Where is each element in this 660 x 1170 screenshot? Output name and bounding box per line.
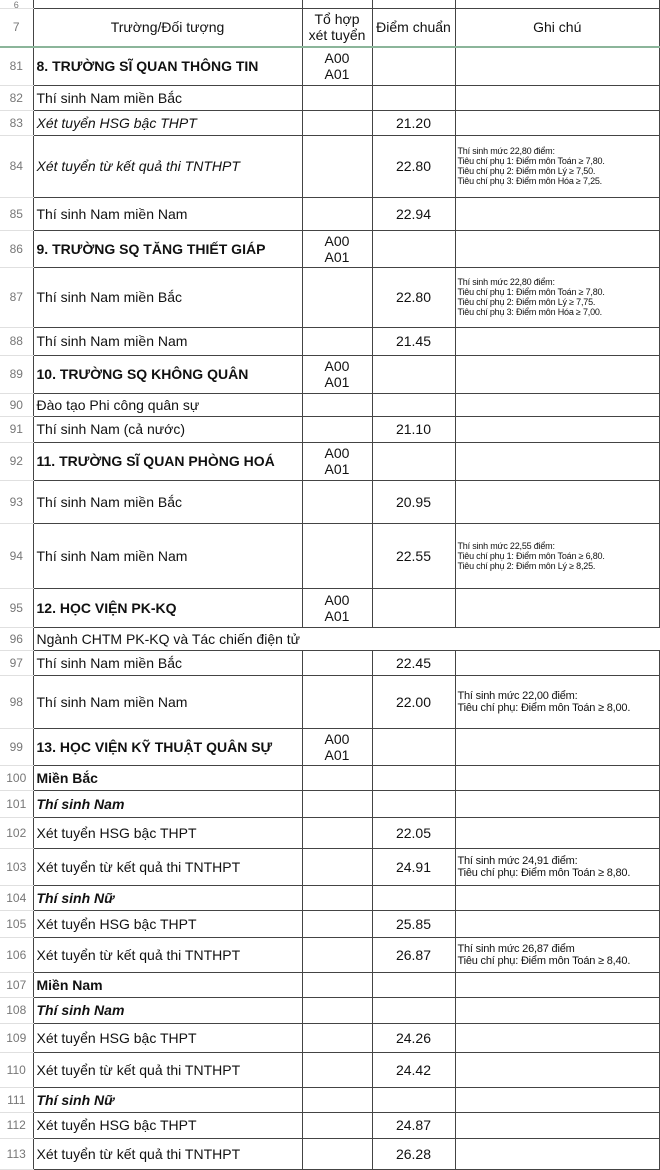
combo-cell[interactable] [302,910,372,937]
combo-cell[interactable] [302,790,372,817]
row-number[interactable]: 101 [0,790,33,817]
table-row [0,765,660,790]
row-number[interactable]: 106 [0,937,33,972]
school-cell[interactable]: Thí sinh Nam miền Nam [33,523,302,588]
note-cell[interactable] [455,135,660,197]
note-cell[interactable] [455,675,660,728]
school-cell[interactable]: 11. TRƯỜNG SĨ QUAN PHÒNG HOÁ [33,442,302,480]
row-number[interactable]: 90 [0,393,33,416]
school-cell[interactable]: Xét tuyển HSG bậc THPT [33,1023,302,1052]
note-line: Thí sinh mức 24,91 điểm: [457,854,578,867]
table-row [0,848,660,885]
score-cell[interactable]: 24.91 [372,848,455,885]
row-number[interactable]: 113 [0,1138,33,1169]
table-row [0,197,660,230]
table-row [0,1087,660,1112]
combo-cell[interactable] [302,997,372,1023]
combo-cell[interactable] [302,1138,372,1169]
school-cell[interactable]: Thí sinh Nam miền Bắc [33,650,302,675]
note-cell[interactable] [455,728,660,765]
row-number[interactable]: 107 [0,972,33,997]
combo-code: A01 [324,374,350,390]
combo-code: A00 [324,358,350,374]
header-school[interactable]: Trường/Đối tượng [33,8,302,47]
note-cell[interactable] [455,937,660,972]
note-line: Thí sinh mức 26,87 điểm [457,942,575,955]
combo-cell[interactable] [302,728,372,765]
row-number[interactable]: 84 [0,135,33,197]
row-number[interactable]: 102 [0,817,33,848]
combo-cell[interactable] [302,327,372,355]
row-number[interactable]: 91 [0,416,33,442]
note-cell[interactable] [455,765,660,790]
note-cell[interactable] [455,327,660,355]
combo-code: A00 [324,232,350,249]
score-cell[interactable]: 20.95 [372,480,455,523]
cell[interactable] [372,0,455,8]
row-number[interactable]: 112 [0,1112,33,1138]
note-cell[interactable] [455,910,660,937]
school-cell[interactable]: Ngành CHTM PK-KQ và Tác chiến điện tử [33,627,660,650]
combo-cell[interactable] [302,355,372,393]
school-cell[interactable]: Thí sinh Nam miền Nam [33,197,302,230]
combo-cell[interactable] [302,650,372,675]
table-row [0,675,660,728]
table-body [0,47,660,1169]
note-line: Thí sinh mức 22,00 điểm: [457,689,578,702]
note-cell[interactable] [455,650,660,675]
note-cell[interactable] [455,885,660,910]
row-number[interactable]: 6 [0,0,33,8]
combo-code: A00 [324,445,350,461]
note-cell[interactable] [455,848,660,885]
score-cell[interactable]: 21.45 [372,327,455,355]
table-row [0,523,660,588]
combo-cell[interactable] [302,1087,372,1112]
note-line: Tiêu chí phụ: Điểm môn Toán ≥ 8,40. [457,954,631,967]
table-row [0,230,660,267]
score-cell[interactable]: 22.05 [372,817,455,848]
score-cell[interactable]: 24.42 [372,1052,455,1087]
row-number[interactable]: 104 [0,885,33,910]
table-row [0,1023,660,1052]
header-note[interactable]: Ghi chú [455,8,660,47]
table-row [0,1138,660,1169]
school-cell[interactable]: Thí sinh Nữ [33,885,302,910]
row-number[interactable]: 109 [0,1023,33,1052]
combo-cell[interactable] [302,47,372,85]
score-cell[interactable] [372,47,455,85]
school-cell[interactable]: 8. TRƯỜNG SĨ QUAN THÔNG TIN [33,47,302,85]
table-row [0,997,660,1023]
school-cell[interactable]: Xét tuyển từ kết quả thi TNTHPT [33,1138,302,1169]
row-number[interactable]: 103 [0,848,33,885]
table-row [0,416,660,442]
school-cell[interactable]: Thí sinh Nam (cả nước) [33,416,302,442]
note-cell[interactable] [455,416,660,442]
score-cell[interactable]: 26.28 [372,1138,455,1169]
combo-cell[interactable] [302,675,372,728]
row-number[interactable]: 86 [0,230,33,267]
score-cell[interactable] [372,355,455,393]
row-number[interactable]: 97 [0,650,33,675]
combo-cell[interactable] [302,937,372,972]
note-cell[interactable] [455,1087,660,1112]
note-cell[interactable] [455,972,660,997]
row-number[interactable]: 87 [0,267,33,327]
school-cell[interactable]: Xét tuyển HSG bậc THPT [33,910,302,937]
note-cell[interactable] [455,1138,660,1169]
note-line: Tiêu chí phụ: Điểm môn Toán ≥ 8,00. [457,701,631,714]
row-number[interactable]: 7 [0,8,33,47]
combo-cell[interactable] [302,972,372,997]
note-cell[interactable] [455,355,660,393]
note-cell[interactable] [455,790,660,817]
note-cell[interactable] [455,1112,660,1138]
note-cell[interactable] [455,1023,660,1052]
header-score[interactable]: Điểm chuẩn [372,8,455,47]
row-number[interactable]: 81 [0,47,33,85]
table-row [0,627,660,650]
table-row [0,480,660,523]
table-row [0,650,660,675]
score-cell[interactable]: 22.94 [372,197,455,230]
row-number[interactable]: 110 [0,1052,33,1087]
row-number[interactable]: 98 [0,675,33,728]
score-cell[interactable] [372,393,455,416]
row-number[interactable]: 108 [0,997,33,1023]
note-line: Tiêu chí phụ: Điểm môn Toán ≥ 8,80. [457,866,631,879]
school-cell[interactable]: Thí sinh Nam miền Nam [33,675,302,728]
school-cell[interactable]: Xét tuyển từ kết quả thi TNTHPT [33,135,302,197]
table-row [0,267,660,327]
combo-cell[interactable] [302,442,372,480]
table-row [0,110,660,135]
school-cell[interactable]: Xét tuyển từ kết quả thi TNTHPT [33,848,302,885]
score-cell[interactable]: 21.10 [372,416,455,442]
table-row [0,1052,660,1087]
combo-code: A01 [324,248,350,265]
row-number[interactable]: 100 [0,765,33,790]
row-number[interactable]: 96 [0,627,33,650]
combo-cell[interactable] [302,1112,372,1138]
header-combo-line1: Tổ hợp [314,11,360,28]
note-cell[interactable] [455,817,660,848]
note-cell[interactable] [455,480,660,523]
note-line: Tiêu chí phụ 2: Điểm môn Lý ≥ 8,25. [457,560,596,571]
note-line: Tiêu chí phụ 1: Điểm môn Toán ≥ 6,80. [457,550,605,561]
score-cell[interactable] [372,728,455,765]
school-cell[interactable]: Miền Bắc [33,765,302,790]
score-cell[interactable] [372,230,455,267]
row-number[interactable]: 95 [0,588,33,627]
table-row [0,47,660,85]
score-cell[interactable]: 22.55 [372,523,455,588]
score-cell[interactable]: 22.80 [372,267,455,327]
table-row [0,1112,660,1138]
row-number[interactable]: 105 [0,910,33,937]
score-cell[interactable] [372,997,455,1023]
table-row [0,135,660,197]
score-cell[interactable]: 21.20 [372,110,455,135]
note-cell[interactable] [455,267,660,327]
school-cell[interactable]: 9. TRƯỜNG SQ TĂNG THIẾT GIÁP [33,230,302,267]
note-cell[interactable] [455,47,660,85]
score-cell[interactable] [372,588,455,627]
school-cell[interactable]: Xét tuyển từ kết quả thi TNTHPT [33,937,302,972]
school-cell[interactable]: 10. TRƯỜNG SQ KHÔNG QUÂN [33,355,302,393]
note-cell[interactable] [455,588,660,627]
table-row [0,937,660,972]
header-row [0,8,660,47]
row-number[interactable]: 111 [0,1087,33,1112]
note-cell[interactable] [455,85,660,110]
table-row [0,588,660,627]
table-row [0,442,660,480]
combo-cell[interactable] [302,230,372,267]
school-cell[interactable]: 13. HỌC VIỆN KỸ THUẬT QUÂN SỰ [33,728,302,765]
combo-cell[interactable] [302,110,372,135]
combo-cell[interactable] [302,523,372,588]
note-line: Tiêu chí phụ 2: Điểm môn Lý ≥ 7,50. [457,166,596,176]
combo-cell[interactable] [302,416,372,442]
combo-cell[interactable] [302,85,372,110]
school-cell[interactable]: Thí sinh Nam [33,997,302,1023]
score-cell[interactable]: 25.85 [372,910,455,937]
score-cell[interactable]: 22.00 [372,675,455,728]
table-row [0,355,660,393]
row-number[interactable]: 99 [0,728,33,765]
note-cell[interactable] [455,230,660,267]
table-row [0,790,660,817]
table-row [0,910,660,937]
table-row [0,885,660,910]
header-combo-line2: xét tuyển [308,27,366,44]
school-cell[interactable]: Thí sinh Nam miền Bắc [33,480,302,523]
note-line: Tiêu chí phụ 3: Điểm môn Hóa ≥ 7,25. [457,176,602,186]
school-cell[interactable]: Thí sinh Nữ [33,1087,302,1112]
combo-code: A00 [324,591,350,608]
score-cell[interactable] [372,790,455,817]
note-cell[interactable] [455,197,660,230]
school-cell[interactable]: 12. HỌC VIỆN PK-KQ [33,588,302,627]
note-line: Tiêu chí phụ 2: Điểm môn Lý ≥ 7,75. [457,297,596,307]
score-cell[interactable]: 24.87 [372,1112,455,1138]
table-row [0,393,660,416]
school-cell[interactable]: Thí sinh Nam [33,790,302,817]
row-6-partial [0,0,660,8]
note-line: Thí sinh mức 22,80 điểm: [457,277,555,287]
combo-cell[interactable] [302,817,372,848]
header-combo[interactable] [302,8,372,47]
note-cell[interactable] [455,442,660,480]
combo-cell[interactable] [302,1023,372,1052]
school-cell[interactable]: Thí sinh Nam miền Bắc [33,85,302,110]
score-cell[interactable]: 24.26 [372,1023,455,1052]
note-cell[interactable] [455,523,660,588]
row-number[interactable]: 82 [0,85,33,110]
score-cell[interactable] [372,765,455,790]
score-cell[interactable] [372,972,455,997]
score-cell[interactable] [372,442,455,480]
combo-code: A00 [324,50,350,67]
table-row [0,327,660,355]
score-cell[interactable]: 22.80 [372,135,455,197]
table-row [0,817,660,848]
combo-cell[interactable] [302,135,372,197]
combo-cell[interactable] [302,480,372,523]
score-cell[interactable]: 26.87 [372,937,455,972]
combo-code: A01 [324,607,350,624]
school-cell[interactable]: Xét tuyển HSG bậc THPT [33,110,302,135]
row-number[interactable]: 88 [0,327,33,355]
note-cell[interactable] [455,997,660,1023]
note-cell[interactable] [455,393,660,416]
combo-code: A01 [324,746,350,763]
row-number[interactable]: 93 [0,480,33,523]
school-cell[interactable]: Xét tuyển HSG bậc THPT [33,817,302,848]
note-line: Tiêu chí phụ 1: Điểm môn Toán ≥ 7,80. [457,287,605,297]
score-cell[interactable] [372,85,455,110]
combo-code: A00 [324,730,350,747]
combo-code: A01 [324,461,350,477]
note-line: Tiêu chí phụ 1: Điểm môn Toán ≥ 7,80. [457,156,605,166]
note-cell[interactable] [455,110,660,135]
note-line: Tiêu chí phụ 3: Điểm môn Hóa ≥ 7,00. [457,307,602,317]
row-number[interactable]: 83 [0,110,33,135]
combo-cell[interactable] [302,1052,372,1087]
combo-cell[interactable] [302,197,372,230]
note-line: Thí sinh mức 22,80 điểm: [457,146,555,156]
combo-cell[interactable] [302,765,372,790]
row-number[interactable]: 94 [0,523,33,588]
school-cell[interactable]: Xét tuyển từ kết quả thi TNTHPT [33,1052,302,1087]
school-cell[interactable]: Xét tuyển HSG bậc THPT [33,1112,302,1138]
cell[interactable] [455,0,660,8]
combo-cell[interactable] [302,885,372,910]
score-cell[interactable]: 22.45 [372,650,455,675]
school-cell[interactable]: Thí sinh Nam miền Nam [33,327,302,355]
cell[interactable] [33,0,302,8]
score-cell[interactable] [372,885,455,910]
combo-cell[interactable] [302,267,372,327]
table-row [0,972,660,997]
table-row [0,728,660,765]
row-number[interactable]: 92 [0,442,33,480]
row-number[interactable]: 85 [0,197,33,230]
combo-cell[interactable] [302,393,372,416]
table-row [0,85,660,110]
school-cell[interactable]: Miền Nam [33,972,302,997]
note-line: Thí sinh mức 22,55 điểm: [457,540,555,551]
combo-cell[interactable] [302,848,372,885]
row-number[interactable]: 89 [0,355,33,393]
combo-cell[interactable] [302,588,372,627]
combo-code: A01 [324,66,350,83]
score-cell[interactable] [372,1087,455,1112]
school-cell[interactable]: Thí sinh Nam miền Bắc [33,267,302,327]
cell[interactable] [302,0,372,8]
note-cell[interactable] [455,1052,660,1087]
school-cell[interactable]: Đào tạo Phi công quân sự [33,393,302,416]
